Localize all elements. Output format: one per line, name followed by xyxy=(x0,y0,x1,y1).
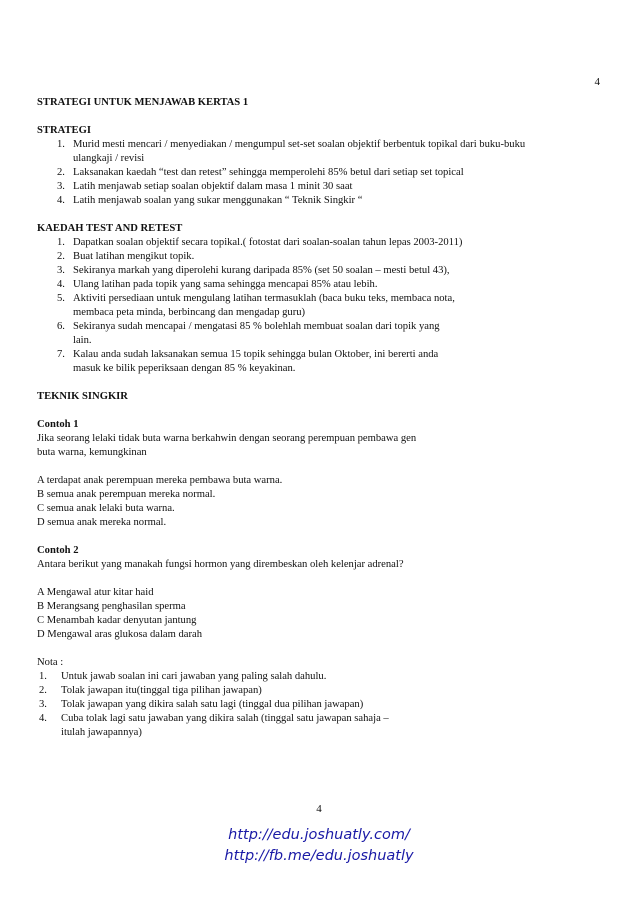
page-number-bottom: 4 xyxy=(316,803,322,815)
list-item xyxy=(37,264,602,278)
item-text-continued: masuk ke bilik peperiksaan dengan 85 % keyakinan. xyxy=(73,363,296,374)
footer-links xyxy=(0,825,638,867)
item-number: 4. xyxy=(39,713,47,724)
list-item xyxy=(37,320,602,348)
item-text: Laksanakan kaedah “test dan retest” sehingga memperolehi 85% betul dari setiap set topical xyxy=(73,167,464,178)
item-text: Kalau anda sudah laksanakan semua 15 topik sehingga bulan Oktober, ini bererti anda xyxy=(73,349,439,360)
item-text: Sekiranya markah yang diperolehi kurang daripada 85% (set 50 soalan – mesti betul 43), xyxy=(73,265,450,276)
item-text-continued: membaca peta minda, berbincang dan mengadap guru) xyxy=(73,307,306,318)
item-number: 4. xyxy=(57,279,65,290)
item-text-continued: ulangkaji / revisi xyxy=(73,153,145,164)
contoh1-question-line: Jika seorang lelaki tidak buta warna berkahwin dengan seorang perempuan pembawa gen xyxy=(37,433,417,444)
contoh1-question-line: buta warna, kemungkinan xyxy=(37,447,147,458)
strategi-heading: STRATEGI xyxy=(37,125,91,136)
item-text: Aktiviti persediaan untuk mengulang latihan termasuklah (baca buku teks, membaca nota, xyxy=(73,293,455,304)
item-number: 3. xyxy=(57,181,65,192)
page-number-top: 4 xyxy=(594,76,600,88)
list-item xyxy=(37,138,602,166)
footer-link-website[interactable]: http://edu.joshuatly.com/ xyxy=(228,827,410,843)
document-body xyxy=(37,96,602,740)
contoh2-option-d: D Mengawal aras glukosa dalam darah xyxy=(37,629,203,640)
list-item xyxy=(37,698,602,712)
list-item xyxy=(37,166,602,180)
list-item xyxy=(37,712,602,740)
list-item xyxy=(37,194,602,208)
item-text: Ulang latihan pada topik yang sama sehingga mencapai 85% atau lebih. xyxy=(73,279,378,290)
item-number: 4. xyxy=(57,195,65,206)
contoh1-option-b: B semua anak perempuan mereka normal. xyxy=(37,489,216,500)
contoh1-option-a: A terdapat anak perempuan mereka pembawa buta warna. xyxy=(37,475,283,486)
item-text: Buat latihan mengikut topik. xyxy=(73,251,195,262)
item-number: 2. xyxy=(39,685,47,696)
item-number: 1. xyxy=(57,237,65,248)
teknik-heading: TEKNIK SINGKIR xyxy=(37,391,128,402)
nota-heading: Nota : xyxy=(37,657,64,668)
list-item xyxy=(37,292,602,320)
item-number: 7. xyxy=(57,349,65,360)
list-item xyxy=(37,684,602,698)
item-number: 1. xyxy=(39,671,47,682)
list-item xyxy=(37,180,602,194)
nota-list xyxy=(37,670,602,740)
list-item xyxy=(37,236,602,250)
contoh1-option-d: D semua anak mereka normal. xyxy=(37,517,167,528)
footer-link-facebook[interactable]: http://fb.me/edu.joshuatly xyxy=(224,848,414,864)
item-text-continued: lain. xyxy=(73,335,92,346)
item-number: 3. xyxy=(39,699,47,710)
item-text: Dapatkan soalan objektif secara topikal.( fotostat dari soalan-soalan tahun lepas 2003-2011) xyxy=(73,237,463,248)
item-text: Tolak jawapan yang dikira salah satu lagi (tinggal dua pilihan jawapan) xyxy=(61,699,364,710)
document-title: STRATEGI UNTUK MENJAWAB KERTAS 1 xyxy=(37,97,249,108)
item-number: 2. xyxy=(57,167,65,178)
kaedah-heading: KAEDAH TEST AND RETEST xyxy=(37,223,183,234)
item-text: Cuba tolak lagi satu jawaban yang dikira salah (tinggal satu jawapan sahaja – xyxy=(61,713,389,724)
item-text: Tolak jawapan itu(tinggal tiga pilihan jawapan) xyxy=(61,685,262,696)
contoh2-heading: Contoh 2 xyxy=(37,545,79,556)
contoh2-option-a: A Mengawal atur kitar haid xyxy=(37,587,154,598)
item-number: 2. xyxy=(57,251,65,262)
kaedah-list xyxy=(37,236,602,376)
item-number: 1. xyxy=(57,139,65,150)
contoh1-heading: Contoh 1 xyxy=(37,419,79,430)
contoh2-option-c: C Menambah kadar denyutan jantung xyxy=(37,615,197,626)
item-number: 6. xyxy=(57,321,65,332)
item-text: Untuk jawab soalan ini cari jawaban yang paling salah dahulu. xyxy=(61,671,327,682)
list-item xyxy=(37,670,602,684)
item-number: 3. xyxy=(57,265,65,276)
item-text-continued: itulah jawapannya) xyxy=(61,727,142,738)
item-number: 5. xyxy=(57,293,65,304)
item-text: Murid mesti mencari / menyediakan / mengumpul set-set soalan objektif berbentuk topikal dari buku-buku xyxy=(73,139,526,150)
item-text: Latih menjawab setiap soalan objektif dalam masa 1 minit 30 saat xyxy=(73,181,353,192)
list-item xyxy=(37,278,602,292)
strategi-list xyxy=(37,138,602,208)
item-text: Latih menjawab soalan yang sukar menggunakan “ Teknik Singkir “ xyxy=(73,195,363,206)
list-item xyxy=(37,250,602,264)
list-item xyxy=(37,348,602,376)
contoh2-question: Antara berikut yang manakah fungsi hormon yang dirembeskan oleh kelenjar adrenal? xyxy=(37,559,404,570)
contoh2-option-b: B Merangsang penghasilan sperma xyxy=(37,601,186,612)
item-text: Sekiranya sudah mencapai / mengatasi 85 % bolehlah membuat soalan dari topik yang xyxy=(73,321,440,332)
contoh1-option-c: C semua anak lelaki buta warna. xyxy=(37,503,175,514)
